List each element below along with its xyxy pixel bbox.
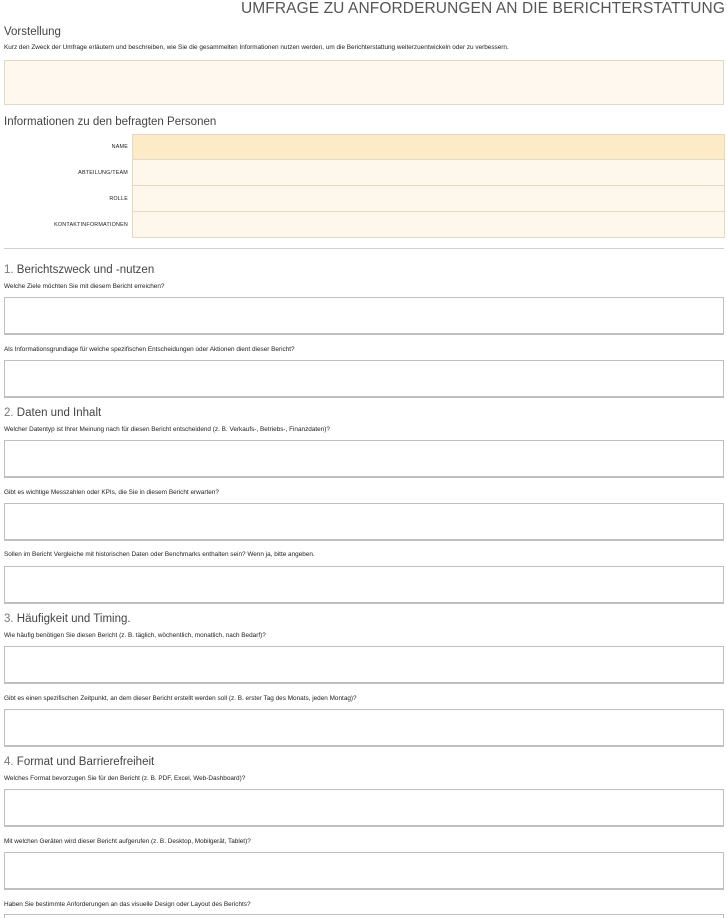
answer-box-1-2[interactable] — [4, 360, 724, 398]
question-2-2: Gibt es wichtige Messzahlen oder KPIs, die Sie in diesem Bericht erwarten? — [4, 489, 219, 496]
question-3-2: Gibt es einen spezifischen Zeitpunkt, an dem dieser Bericht erstellt werden soll (z. B. erster Tag des Monats, jeden Montag)? — [4, 695, 357, 702]
section-divider — [4, 248, 724, 249]
question-3-1: Wie häufig benötigen Sie diesen Bericht (z. B. täglich, wöchentlich, monatlich, nach Bedarf)? — [4, 632, 266, 639]
respondent-heading: Informationen zu den befragten Personen — [4, 116, 217, 128]
section-3-number: 3. — [4, 613, 14, 625]
question-1-2: Als Informationsgrundlage für welche spezifischen Entscheidungen oder Aktionen dient dieser Bericht? — [4, 346, 295, 353]
answer-box-4-3[interactable] — [4, 914, 724, 918]
respondent-row-name — [4, 134, 725, 160]
role-field[interactable] — [132, 186, 725, 212]
respondent-info-table — [4, 134, 725, 238]
intro-text-box[interactable] — [4, 60, 724, 105]
respondent-row-role — [4, 186, 725, 212]
section-3-title: Häufigkeit und Timing. — [16, 613, 131, 625]
question-4-1: Welches Format bevorzugen Sie für den Bericht (z. B. PDF, Excel, Web-Dashboard)? — [4, 775, 246, 782]
answer-box-1-1[interactable] — [4, 297, 724, 335]
answer-box-4-1[interactable] — [4, 789, 724, 827]
department-field[interactable] — [132, 160, 725, 186]
contact-label: KONTAKTINFORMATIONEN — [54, 222, 128, 228]
section-3-heading — [4, 613, 131, 625]
section-1-number: 1. — [4, 264, 14, 276]
section-2-title: Daten und Inhalt — [16, 407, 102, 419]
answer-box-2-1[interactable] — [4, 440, 724, 478]
name-label: NAME — [111, 144, 128, 150]
section-4-heading — [4, 756, 154, 768]
name-field[interactable] — [132, 134, 725, 160]
answer-box-2-2[interactable] — [4, 503, 724, 541]
section-4-number: 4. — [4, 756, 14, 768]
answer-box-3-2[interactable] — [4, 709, 724, 747]
question-4-2: Mit welchen Geräten wird dieser Bericht aufgerufen (z. B. Desktop, Mobilgerät, Tablet)? — [4, 838, 251, 845]
contact-field[interactable] — [132, 212, 725, 238]
answer-box-3-1[interactable] — [4, 646, 724, 684]
respondent-row-department — [4, 160, 725, 186]
question-2-3: Sollen im Bericht Vergleiche mit historischen Daten oder Benchmarks enthalten sein? Wenn ja, bitte angeben. — [4, 551, 315, 558]
department-label: ABTEILUNG/TEAM — [78, 170, 128, 176]
section-1-title: Berichtszweck und -nutzen — [16, 264, 155, 276]
section-1-heading — [4, 264, 154, 276]
role-label: ROLLE — [109, 196, 128, 202]
intro-heading: Vorstellung — [4, 26, 61, 38]
respondent-row-contact — [4, 212, 725, 238]
intro-instruction: Kurz den Zweck der Umfrage erläutern und beschreiben, wie Sie die gesammelten Informationen nutzen werden, um die Berichterstattung weiterzuentwickeln oder zu verbessern. — [4, 44, 509, 51]
page-title: UMFRAGE ZU ANFORDERUNGEN AN DIE BERICHTERSTATTUNG — [241, 0, 725, 17]
question-2-1: Welcher Datentyp ist Ihrer Meinung nach für diesen Bericht entscheidend (z. B. Verkaufs-, Betriebs-, Finanzdaten)? — [4, 426, 330, 433]
section-4-title: Format und Barrierefreiheit — [16, 756, 155, 768]
question-1-1: Welche Ziele möchten Sie mit diesem Bericht erreichen? — [4, 283, 165, 290]
answer-box-2-3[interactable] — [4, 566, 724, 604]
question-4-3: Haben Sie bestimmte Anforderungen an das visuelle Design oder Layout des Berichts? — [4, 901, 251, 908]
section-2-heading — [4, 407, 101, 419]
answer-box-4-2[interactable] — [4, 852, 724, 890]
section-2-number: 2. — [4, 407, 14, 419]
